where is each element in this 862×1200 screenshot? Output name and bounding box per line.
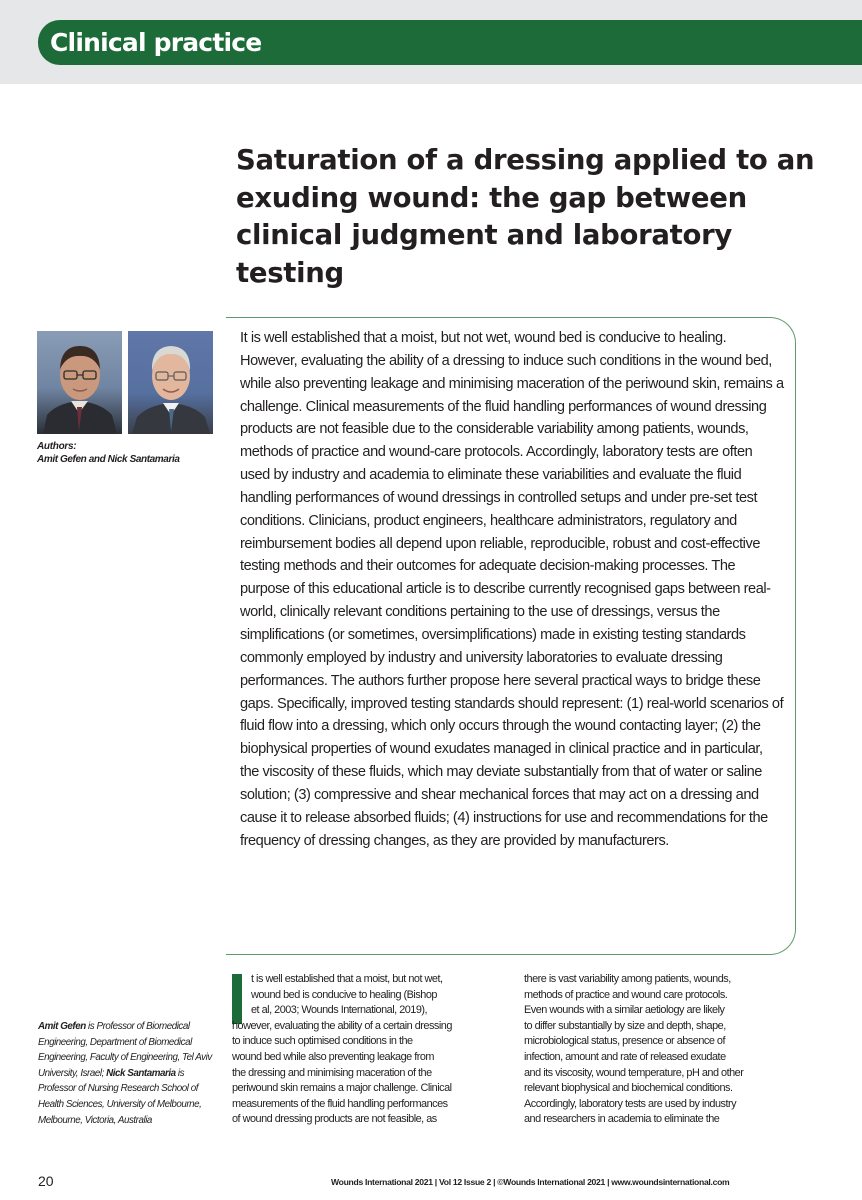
body-line: Even wounds with a similar aetiology are likely xyxy=(524,1004,725,1017)
author-bio xyxy=(38,1019,218,1128)
authors-names: Amit Gefen and Nick Santamaria xyxy=(37,454,180,465)
body-line: and researchers in academia to eliminate the xyxy=(524,1113,720,1126)
bio-text-1: is Professor of Biomedical Engineering, Department of Biomedical Engineering, Faculty of Engineering, Tel Aviv University, Israel; xyxy=(38,1021,212,1079)
body-line: to differ substantially by size and depth, shape, xyxy=(524,1019,726,1032)
section-label: Clinical practice xyxy=(50,28,262,57)
body-line: wound bed is conducive to healing (Bishop xyxy=(251,988,437,1001)
bio-name-2: Nick Santamaria xyxy=(106,1067,176,1079)
author-photo-santamaria-icon xyxy=(128,331,213,434)
page-number: 20 xyxy=(38,1173,54,1189)
body-line: wound bed while also preventing leakage from xyxy=(232,1050,435,1063)
body-line: periwound skin remains a major challenge. Clinical xyxy=(232,1082,452,1095)
body-line: there is vast variability among patients, wounds, xyxy=(524,973,731,985)
body-line: of wound dressing products are not feasible, as xyxy=(232,1113,437,1126)
body-line: however, evaluating the ability of a certain dressing xyxy=(232,1019,452,1032)
body-line: and its viscosity, wound temperature, pH and other xyxy=(524,1066,744,1079)
body-column-1 xyxy=(232,972,504,1128)
body-line: t is well established that a moist, but not wet, xyxy=(251,973,443,985)
body-line: the dressing and minimising maceration of the xyxy=(232,1066,432,1079)
body-line: to induce such optimised conditions in the xyxy=(232,1035,413,1048)
article-title: Saturation of a dressing applied to an exuding wound: the gap between clinical judgment and laboratory testing xyxy=(236,144,815,289)
body-line: relevant biophysical and biochemical conditions. xyxy=(524,1082,733,1095)
body-line: measurements of the fluid handling performances xyxy=(232,1097,448,1110)
authors-heading: Authors: xyxy=(37,441,77,452)
body-line: microbiological status, presence or absence of xyxy=(524,1035,725,1048)
author-photo-gefen-icon xyxy=(37,331,122,434)
footer-info: Wounds International 2021 | Vol 12 Issue 2 | ©Wounds International 2021 | www.woundsinternational.com xyxy=(331,1177,730,1187)
body-line: Accordingly, laboratory tests are used by industry xyxy=(524,1097,737,1110)
body-line: et al, 2003; Wounds International, 2019), xyxy=(251,1004,428,1017)
body-column-2 xyxy=(524,972,796,1128)
abstract-text: It is well established that a moist, but not wet, wound bed is conducive to healing. However, evaluating the ability of a dressing to induce such conditions in the wound bed, while also preventing leakage and minimising maceration of the periwound skin, remains a challenge. Clinical measurements of the fluid handling performances of wound dressing products are not feasible due to the considerable variability among patients, wounds, methods of practice and wound-care protocols. Accordingly, laboratory tests are often used by industry and academia to eliminate these variabilities and evaluate the fluid handling performances of wound dressings in controlled setups and under pre-set test conditions. Clinicians, product engineers, healthcare administrators, regulatory and reimbursement bodies all depend upon reliable, reproducible, robust and cost-effective testing methods and their outcomes for adequate decision-making processes. The purpose of this educational article is to describe currently recognised gaps between real-world, clinically relevant conditions pertaining to the use of dressings, versus the simplifications (or sometimes, oversimplifications) made in existing testing standards commonly employed by industry and university laboratories to evaluate dressing performances. The authors further propose here several practical ways to bridge these gaps. Specifically, improved testing standards should represent: (1) real-world scenarios of fluid flow into a dressing, which only occurs through the wound contacting layer; (2) the biophysical properties of wound exudates managed in clinical practice and in particular, the viscosity of these fluids, which may deviate substantially from that of water or saline solution; (3) compressive and shear mechanical forces that may act on a dressing and cause it to release absorbed fluids; (4) instructions for use and recommendations for the frequency of dressing changes, as they are provided by manufacturers. xyxy=(240,330,784,849)
bio-text-2: is Professor of Nursing Research School of Health Sciences, University of Melbourne, Melbourne, Victoria, Australia xyxy=(38,1067,202,1126)
author-photo xyxy=(128,331,213,434)
author-photo xyxy=(37,331,122,434)
bio-name-1: Amit Gefen xyxy=(38,1021,86,1032)
body-line: methods of practice and wound care protocols. xyxy=(524,988,728,1001)
body-line: infection, amount and rate of released exudate xyxy=(524,1050,726,1063)
